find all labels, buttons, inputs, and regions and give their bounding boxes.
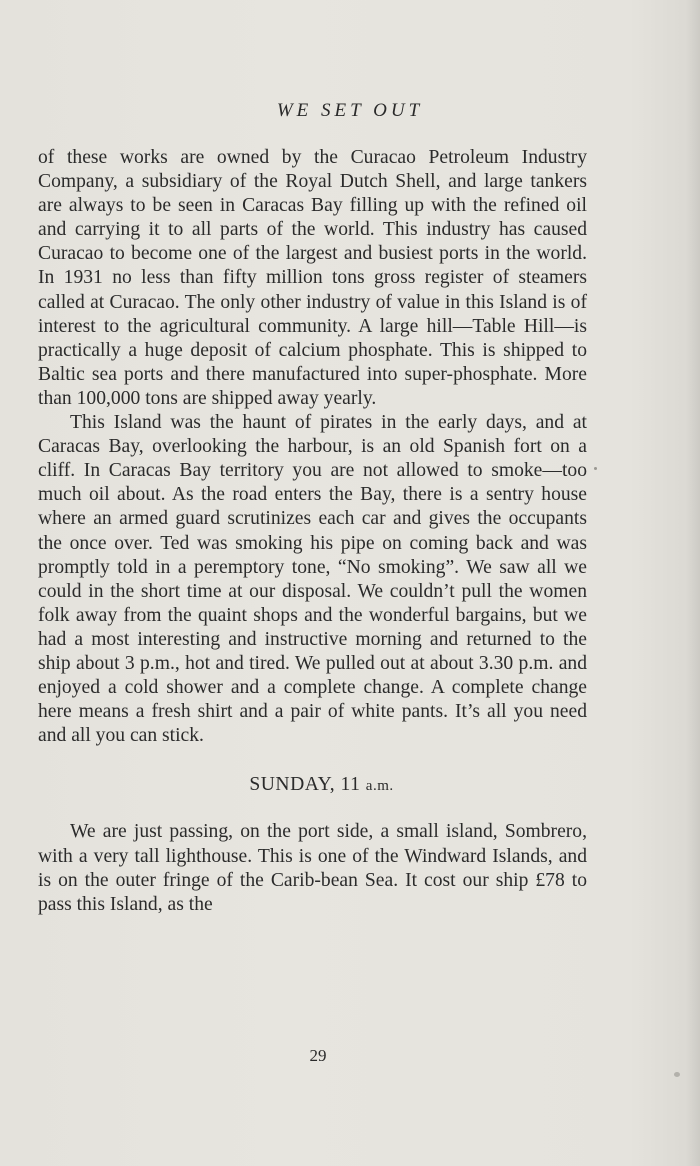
page-edge-shadow xyxy=(686,0,700,1166)
section-subheading xyxy=(38,773,587,798)
paper-speck xyxy=(674,1072,680,1077)
body-text xyxy=(38,146,587,917)
page-number: 29 xyxy=(309,1046,327,1065)
running-head: WE SET OUT xyxy=(276,100,424,121)
subheading-day: SUNDAY, 11 xyxy=(249,774,361,796)
paragraph-sombrero: We are just passing, on the port side, a small island, Sombrero, with a very tall lighthouse. This is one of the Windward Islands, and is on the outer fringe of the Carib-bean Sea. It cost our ship £78 to pass this Island, as the xyxy=(38,821,587,915)
paragraph-continuation: of these works are owned by the Curacao Petroleum Industry Company, a subsidiary of the Royal Dutch Shell, and large tankers are always to be seen in Caracas Bay filling up with the refined oil and carrying it to all parts of the world. This industry has caused Curacao to become one of the largest and busiest ports in the world. In 1931 no less than fifty million tons gross register of steamers called at Curacao. The only other industry of value in this Island is of interest to the agricultural community. A large hill—Table Hill—is practically a huge deposit of calcium phosphate. This is shipped to Baltic sea ports and there manufactured into super-phosphate. More than 100,000 tons are shipped away yearly. xyxy=(38,147,587,409)
paper-speck xyxy=(594,467,597,470)
paragraph-pirates: This Island was the haunt of pirates in the early days, and at Caracas Bay, overlooking the harbour, is an old Spanish fort on a cliff. In Caracas Bay territory you are not allowed to smoke—too much oil about. As the road enters the Bay, there is a sentry house where an armed guard scrutinizes each car and gives the occupants the once over. Ted was smoking his pipe on coming back and was promptly told in a peremptory tone, “No smoking”. We saw all we could in the short time at our disposal. We couldn’t pull the women folk away from the quaint shops and the wonderful bargains, but we had a most interesting and instructive morning and returned to the ship about 3 p.m., hot and tired. We pulled out at about 3.30 p.m. and enjoyed a cold shower and a complete change. A complete change here means a fresh shirt and a pair of white pants. It’s all you need and all you can stick. xyxy=(38,412,587,747)
subheading-time: a.m. xyxy=(365,778,394,795)
